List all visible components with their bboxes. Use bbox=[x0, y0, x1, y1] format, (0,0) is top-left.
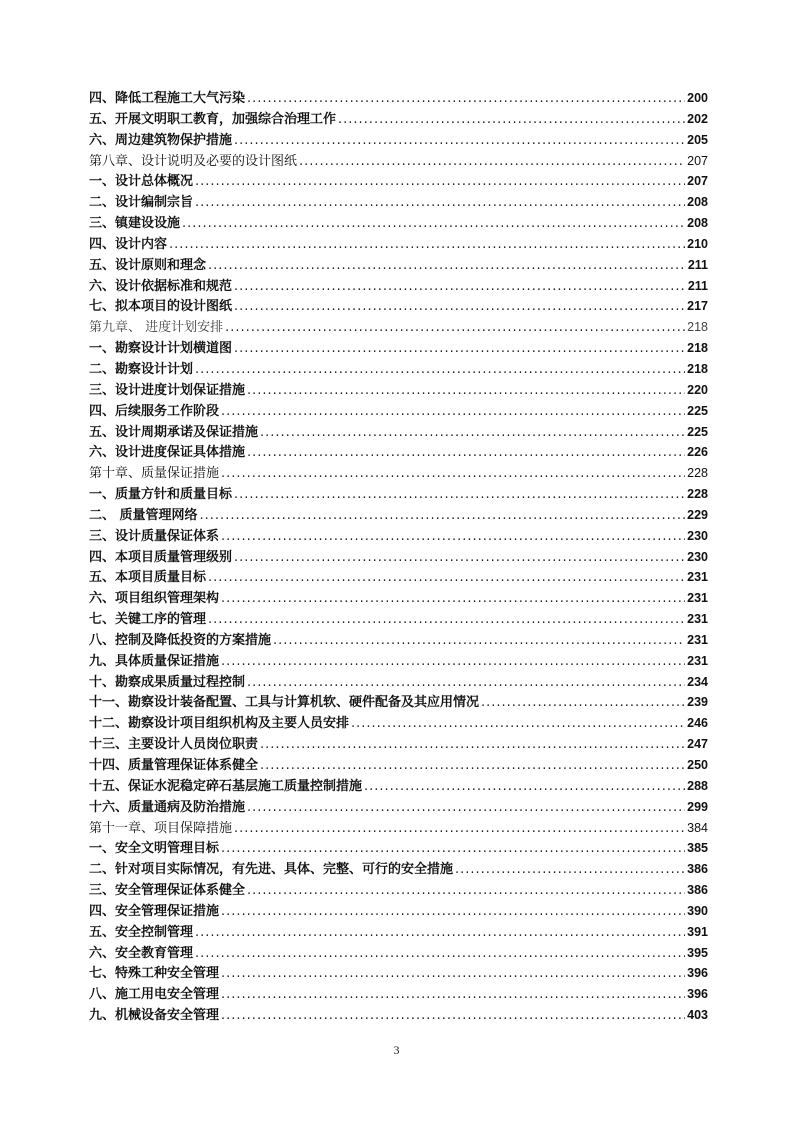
toc-leader-dots bbox=[221, 464, 685, 484]
toc-leader-dots bbox=[169, 235, 685, 255]
toc-entry[interactable] bbox=[89, 922, 708, 943]
toc-entry[interactable] bbox=[89, 484, 708, 505]
toc-entry-title: 十、勘察成果质量过程控制 bbox=[89, 674, 246, 690]
toc-entry-page: 230 bbox=[687, 549, 708, 564]
toc-entry[interactable] bbox=[89, 151, 708, 172]
toc-entry[interactable] bbox=[89, 192, 708, 213]
toc-entry-title: 六、项目组织管理架构 bbox=[89, 591, 220, 607]
toc-entry-page: 218 bbox=[687, 361, 708, 376]
toc-entry[interactable] bbox=[89, 901, 708, 922]
toc-entry[interactable] bbox=[89, 359, 708, 380]
toc-entry[interactable] bbox=[89, 526, 708, 547]
toc-entry-title: 五、设计原则和理念 bbox=[89, 257, 207, 273]
toc-entry[interactable] bbox=[89, 630, 708, 651]
toc-leader-dots bbox=[481, 693, 685, 713]
toc-leader-dots bbox=[221, 402, 685, 422]
toc-entry-title: 三、设计质量保证体系 bbox=[89, 528, 220, 544]
toc-entry-page: 225 bbox=[687, 424, 708, 439]
toc-entry-page: 299 bbox=[687, 799, 708, 814]
toc-leader-dots bbox=[221, 527, 685, 547]
toc-leader-dots bbox=[247, 881, 685, 901]
toc-leader-dots bbox=[221, 1006, 685, 1026]
toc-leader-dots bbox=[234, 297, 685, 317]
toc-entry[interactable] bbox=[89, 276, 708, 297]
toc-leader-dots bbox=[221, 985, 685, 1005]
toc-entry-page: 208 bbox=[687, 216, 708, 231]
toc-entry-page: 207 bbox=[687, 153, 708, 168]
toc-entry-page: 391 bbox=[687, 924, 708, 939]
table-of-contents bbox=[89, 88, 708, 1026]
toc-leader-dots bbox=[208, 610, 685, 630]
toc-leader-dots bbox=[195, 193, 685, 213]
toc-leader-dots bbox=[208, 256, 686, 276]
toc-entry-page: 385 bbox=[687, 841, 708, 856]
toc-leader-dots bbox=[234, 548, 685, 568]
toc-entry[interactable] bbox=[89, 713, 708, 734]
toc-entry-title: 二、针对项目实际情况，有先进、具体、完整、可行的安全措施 bbox=[89, 862, 454, 878]
toc-entry[interactable] bbox=[89, 880, 708, 901]
toc-entry[interactable] bbox=[89, 547, 708, 568]
toc-entry-title: 十六、质量通病及防治措施 bbox=[89, 799, 246, 815]
toc-leader-dots bbox=[200, 506, 686, 526]
toc-leader-dots bbox=[195, 923, 685, 943]
toc-entry[interactable] bbox=[89, 505, 708, 526]
toc-entry[interactable] bbox=[89, 234, 708, 255]
toc-entry[interactable] bbox=[89, 171, 708, 192]
toc-entry-title: 第十章、质量保证措施 bbox=[89, 466, 220, 482]
toc-entry-page: 395 bbox=[687, 945, 708, 960]
toc-entry-title: 七、关键工序的管理 bbox=[89, 612, 207, 628]
toc-leader-dots bbox=[195, 944, 685, 964]
toc-entry[interactable] bbox=[89, 588, 708, 609]
toc-leader-dots bbox=[195, 172, 685, 192]
toc-entry[interactable] bbox=[89, 838, 708, 859]
toc-entry[interactable] bbox=[89, 609, 708, 630]
toc-leader-dots bbox=[234, 277, 686, 297]
toc-entry[interactable] bbox=[89, 567, 708, 588]
toc-entry[interactable] bbox=[89, 963, 708, 984]
toc-entry-title: 六、安全教育管理 bbox=[89, 945, 194, 961]
toc-entry[interactable] bbox=[89, 672, 708, 693]
toc-leader-dots bbox=[221, 902, 685, 922]
toc-entry[interactable] bbox=[89, 255, 708, 276]
toc-entry-title: 十一、勘察设计装备配置、工具与计算机软、硬件配备及其应用情况 bbox=[89, 695, 480, 711]
toc-entry-title: 五、本项目质量目标 bbox=[89, 570, 207, 586]
toc-entry[interactable] bbox=[89, 296, 708, 317]
toc-leader-dots bbox=[260, 735, 685, 755]
toc-leader-dots bbox=[221, 839, 685, 859]
toc-leader-dots bbox=[351, 714, 685, 734]
toc-leader-dots bbox=[221, 964, 685, 984]
toc-leader-dots bbox=[247, 89, 685, 109]
toc-leader-dots bbox=[221, 589, 685, 609]
toc-entry-page: 231 bbox=[687, 570, 708, 585]
toc-entry[interactable] bbox=[89, 651, 708, 672]
toc-leader-dots bbox=[260, 756, 685, 776]
toc-entry-page: 231 bbox=[687, 591, 708, 606]
toc-entry-page: 239 bbox=[687, 695, 708, 710]
toc-entry-title: 四、本项目质量管理级别 bbox=[89, 549, 233, 565]
toc-entry-page: 231 bbox=[687, 612, 708, 627]
toc-entry[interactable] bbox=[89, 401, 708, 422]
toc-entry[interactable] bbox=[89, 88, 708, 109]
toc-entry-title: 七、拟本项目的设计图纸 bbox=[89, 299, 233, 315]
toc-entry-title: 五、开展文明职工教育，加强综合治理工作 bbox=[89, 111, 337, 127]
toc-entry[interactable] bbox=[89, 776, 708, 797]
toc-entry-page: 208 bbox=[687, 195, 708, 210]
toc-entry-title: 三、镇建设设施 bbox=[89, 216, 181, 232]
toc-entry[interactable] bbox=[89, 1005, 708, 1026]
toc-entry-page: 229 bbox=[687, 507, 708, 522]
toc-leader-dots bbox=[234, 485, 685, 505]
toc-entry[interactable] bbox=[89, 734, 708, 755]
toc-entry-title: 第八章、设计说明及必要的设计图纸 bbox=[89, 153, 298, 169]
toc-entry[interactable] bbox=[89, 984, 708, 1005]
page-number: 3 bbox=[393, 1043, 400, 1057]
toc-entry[interactable] bbox=[89, 213, 708, 234]
toc-entry[interactable] bbox=[89, 109, 708, 130]
toc-entry-title: 十四、质量管理保证体系健全 bbox=[89, 758, 259, 773]
toc-entry-title: 四、安全管理保证措施 bbox=[89, 903, 220, 919]
toc-entry-page: 207 bbox=[687, 174, 708, 189]
toc-entry-title: 二、设计编制宗旨 bbox=[89, 195, 194, 211]
toc-entry-page: 231 bbox=[687, 653, 708, 668]
toc-entry-title: 第九章、 进度计划安排 bbox=[89, 320, 224, 336]
toc-entry[interactable] bbox=[89, 859, 708, 880]
toc-entry-page: 225 bbox=[687, 403, 708, 418]
toc-entry-title: 四、后续服务工作阶段 bbox=[89, 403, 220, 419]
toc-entry-title: 七、特殊工种安全管理 bbox=[89, 966, 220, 982]
toc-leader-dots bbox=[234, 339, 685, 359]
toc-entry-page: 231 bbox=[687, 632, 708, 647]
toc-leader-dots bbox=[208, 568, 685, 588]
toc-entry[interactable] bbox=[89, 818, 708, 839]
toc-entry-title: 四、降低工程施工大气污染 bbox=[89, 91, 246, 106]
toc-entry-title: 八、控制及降低投资的方案措施 bbox=[89, 632, 272, 648]
toc-entry-page: 403 bbox=[687, 1008, 708, 1023]
toc-entry-page: 217 bbox=[687, 299, 708, 314]
toc-entry-title: 五、设计周期承诺及保证措施 bbox=[89, 424, 259, 440]
toc-entry-page: 218 bbox=[687, 341, 708, 356]
toc-leader-dots bbox=[195, 360, 685, 380]
toc-leader-dots bbox=[234, 131, 685, 151]
toc-entry-page: 228 bbox=[687, 487, 708, 502]
toc-entry-page: 234 bbox=[687, 674, 708, 689]
toc-entry-title: 九、机械设备安全管理 bbox=[89, 1008, 220, 1024]
toc-entry-page: 386 bbox=[687, 883, 708, 898]
toc-entry-title: 六、设计依据标准和规范 bbox=[89, 278, 233, 294]
toc-entry[interactable] bbox=[89, 130, 708, 151]
toc-entry-page: 396 bbox=[687, 987, 708, 1002]
toc-leader-dots bbox=[338, 110, 685, 130]
toc-entry-page: 250 bbox=[687, 758, 708, 772]
toc-entry[interactable] bbox=[89, 422, 708, 443]
toc-entry[interactable] bbox=[89, 797, 708, 818]
toc-leader-dots bbox=[247, 798, 685, 818]
toc-leader-dots bbox=[182, 214, 685, 234]
toc-leader-dots bbox=[225, 318, 685, 338]
toc-entry-page: 211 bbox=[687, 278, 708, 293]
toc-entry-page: 210 bbox=[687, 236, 708, 251]
toc-entry-title: 十五、保证水泥稳定碎石基层施工质量控制措施 bbox=[89, 778, 363, 794]
toc-entry-title: 五、安全控制管理 bbox=[89, 924, 194, 940]
toc-leader-dots bbox=[234, 819, 685, 839]
toc-leader-dots bbox=[247, 443, 685, 463]
toc-leader-dots bbox=[221, 652, 685, 672]
toc-entry-title: 一、勘察设计计划横道图 bbox=[89, 341, 233, 357]
toc-entry-page: 211 bbox=[687, 257, 708, 272]
toc-leader-dots bbox=[455, 860, 685, 880]
toc-entry-title: 十三、主要设计人员岗位职责 bbox=[89, 737, 259, 753]
toc-entry[interactable] bbox=[89, 692, 708, 713]
toc-entry-title: 二、 质量管理网络 bbox=[89, 507, 198, 523]
toc-entry-page: 205 bbox=[687, 132, 708, 147]
toc-entry[interactable] bbox=[89, 338, 708, 359]
toc-entry-page: 396 bbox=[687, 966, 708, 981]
toc-entry-page: 218 bbox=[687, 320, 708, 335]
toc-entry[interactable] bbox=[89, 442, 708, 463]
toc-entry-title: 九、具体质量保证措施 bbox=[89, 653, 220, 669]
toc-entry-page: 228 bbox=[687, 466, 708, 481]
toc-entry-title: 一、质量方针和质量目标 bbox=[89, 487, 233, 503]
toc-entry-page: 390 bbox=[687, 903, 708, 918]
toc-entry[interactable] bbox=[89, 463, 708, 484]
toc-leader-dots bbox=[273, 631, 685, 651]
toc-entry-title: 一、设计总体概况 bbox=[89, 174, 194, 190]
toc-entry-page: 226 bbox=[687, 445, 708, 460]
toc-leader-dots bbox=[247, 673, 685, 693]
toc-entry-page: 386 bbox=[687, 862, 708, 877]
toc-entry-title: 三、安全管理保证体系健全 bbox=[89, 883, 246, 899]
toc-entry-title: 六、周边建筑物保护措施 bbox=[89, 132, 233, 148]
toc-entry[interactable] bbox=[89, 380, 708, 401]
toc-entry-title: 第十一章、项目保障措施 bbox=[89, 820, 233, 836]
toc-entry-title: 四、设计内容 bbox=[89, 236, 168, 252]
toc-leader-dots bbox=[260, 423, 685, 443]
toc-entry-title: 一、安全文明管理目标 bbox=[89, 841, 220, 857]
toc-entry[interactable] bbox=[89, 943, 708, 964]
toc-entry-page: 230 bbox=[687, 528, 708, 543]
toc-entry-page: 200 bbox=[687, 91, 708, 105]
toc-entry[interactable] bbox=[89, 317, 708, 338]
toc-entry-title: 三、设计进度计划保证措施 bbox=[89, 382, 246, 398]
toc-entry-page: 220 bbox=[687, 382, 708, 397]
toc-entry-title: 二、勘察设计计划 bbox=[89, 361, 194, 377]
toc-leader-dots bbox=[364, 777, 685, 797]
toc-entry-page: 384 bbox=[687, 820, 708, 835]
toc-entry-page: 288 bbox=[687, 778, 708, 793]
toc-entry-page: 246 bbox=[687, 716, 708, 731]
toc-entry[interactable] bbox=[89, 755, 708, 776]
toc-leader-dots bbox=[247, 381, 685, 401]
toc-entry-title: 八、施工用电安全管理 bbox=[89, 987, 220, 1003]
toc-entry-page: 202 bbox=[687, 111, 708, 126]
toc-leader-dots bbox=[299, 152, 685, 172]
toc-entry-title: 六、设计进度保证具体措施 bbox=[89, 445, 246, 461]
toc-entry-page: 247 bbox=[687, 737, 708, 752]
toc-entry-title: 十二、勘察设计项目组织机构及主要人员安排 bbox=[89, 716, 350, 732]
